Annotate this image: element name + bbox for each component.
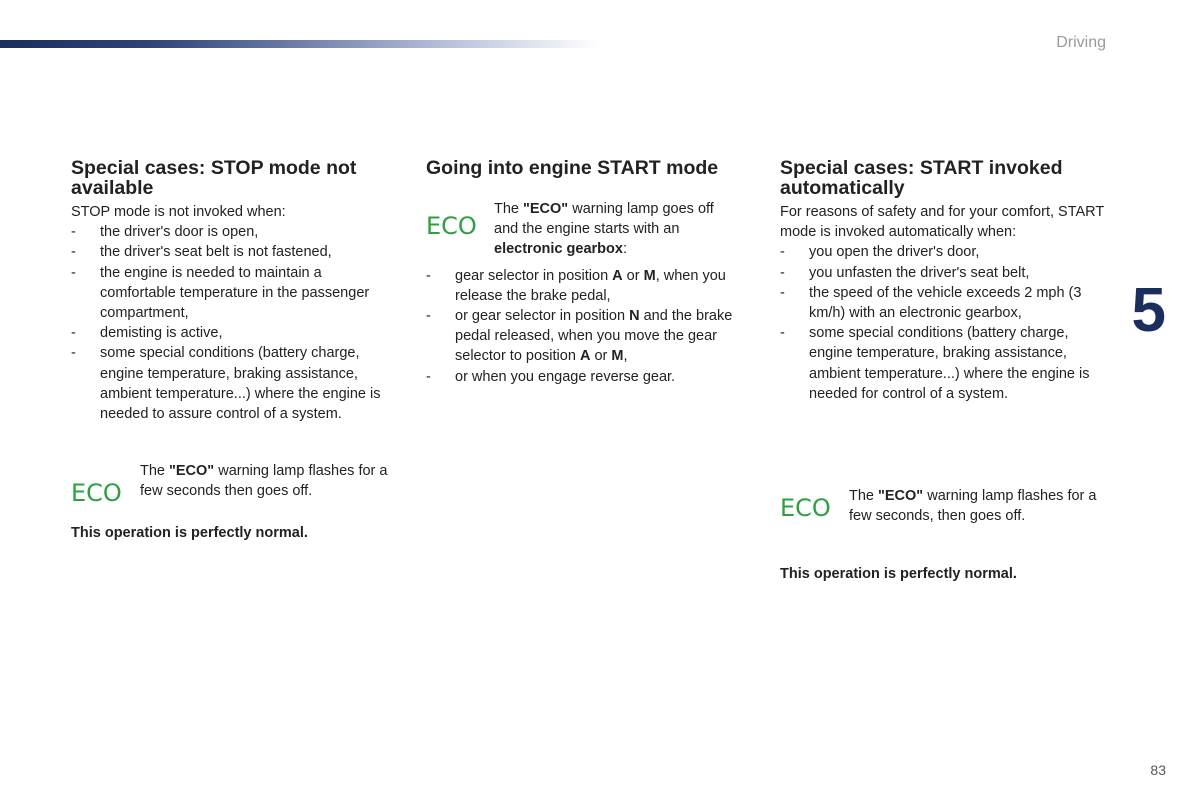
lamp-text-part: warning lamp flashes for a few seconds, then goes off. <box>849 488 1097 525</box>
page-number: 83 <box>1150 762 1166 778</box>
column-intro: STOP mode is not invoked when: <box>71 204 286 220</box>
text-bold: M <box>643 267 656 284</box>
eco-icon: ECO <box>71 479 122 508</box>
column-stop-not-available <box>71 158 401 543</box>
normal-operation-note: This operation is perfectly normal. <box>780 566 1017 583</box>
column-intro: For reasons of safety and for your comfort, START mode is invoked automatically when: <box>780 204 1104 241</box>
condition-list <box>71 222 401 424</box>
lamp-text <box>140 461 400 501</box>
lamp-text-part: : <box>622 241 627 258</box>
eco-lamp-note <box>71 461 401 508</box>
chapter-number: 5 <box>1131 276 1166 345</box>
section-name: Driving <box>1056 34 1106 51</box>
text-bold: A <box>579 348 591 365</box>
list-item <box>426 306 756 367</box>
list-item: - some special conditions (battery charge, engine temperature, braking assistance, ambient temperature...) where the engine is needed to assure control of a system. <box>71 343 401 424</box>
lamp-text-part: warning lamp goes off and the engine starts with an <box>494 201 714 238</box>
text-part: , when you release the brake pedal, <box>455 267 726 304</box>
lamp-text-bold: "ECO" <box>878 488 924 505</box>
list-item: - you unfasten the driver's seat belt, <box>780 263 1110 283</box>
list-item <box>426 266 756 306</box>
column-title: Special cases: STOP mode not available <box>71 157 357 199</box>
list-item: - some special conditions (battery charge, engine temperature, braking assistance, ambient temperature...) where the engine is needed for control of a system. <box>780 323 1110 404</box>
text-part: or gear selector in position <box>455 308 630 325</box>
list-item: - demisting is active, <box>71 323 401 343</box>
lamp-text-part: The <box>494 201 524 217</box>
lamp-text-bold: electronic gearbox <box>494 241 623 258</box>
text-part: gear selector in position <box>455 267 613 284</box>
eco-lamp-note <box>780 486 1110 526</box>
column-title: Going into engine START mode <box>426 157 719 179</box>
list-item: - the driver's seat belt is not fastened, <box>71 242 401 262</box>
text-bold: A <box>612 267 623 284</box>
lamp-text-bold: "ECO" <box>169 463 215 480</box>
list-item: - the driver's door is open, <box>71 222 401 242</box>
text-part: or when you engage reverse gear. <box>455 368 676 385</box>
header-gradient-bar <box>0 40 600 48</box>
text-part: or <box>590 348 612 365</box>
column-start-automatic <box>780 158 1110 585</box>
lamp-text-part: warning lamp flashes for a few seconds then goes off. <box>140 463 388 500</box>
condition-list <box>426 266 756 387</box>
text-part: or <box>622 267 644 284</box>
eco-lamp-note <box>426 199 756 260</box>
text-bold: N <box>629 308 640 325</box>
column-title: Special cases: START invoked automatically <box>780 157 1063 199</box>
normal-operation-note: This operation is perfectly normal. <box>71 525 308 542</box>
eco-icon: ECO <box>426 212 477 240</box>
lamp-text-part: The <box>140 463 170 480</box>
list-item: - the engine is needed to maintain a comfortable temperature in the passenger compartment, <box>71 263 401 324</box>
list-item: - the speed of the vehicle exceeds 2 mph (3 km/h) with an electronic gearbox, <box>780 283 1110 323</box>
text-part: and the brake pedal released, when you move the gear selector to position <box>455 308 733 365</box>
text-bold: M <box>611 348 624 365</box>
lamp-text <box>494 199 739 260</box>
lamp-text-part: The <box>849 488 879 505</box>
list-item: - you open the driver's door, <box>780 242 1110 262</box>
column-start-mode <box>426 158 756 387</box>
eco-icon: ECO <box>780 494 831 523</box>
list-item <box>426 367 756 387</box>
lamp-text <box>849 486 1109 526</box>
condition-list <box>780 242 1110 404</box>
text-part: , <box>623 348 628 365</box>
lamp-text-bold: "ECO" <box>523 201 569 217</box>
